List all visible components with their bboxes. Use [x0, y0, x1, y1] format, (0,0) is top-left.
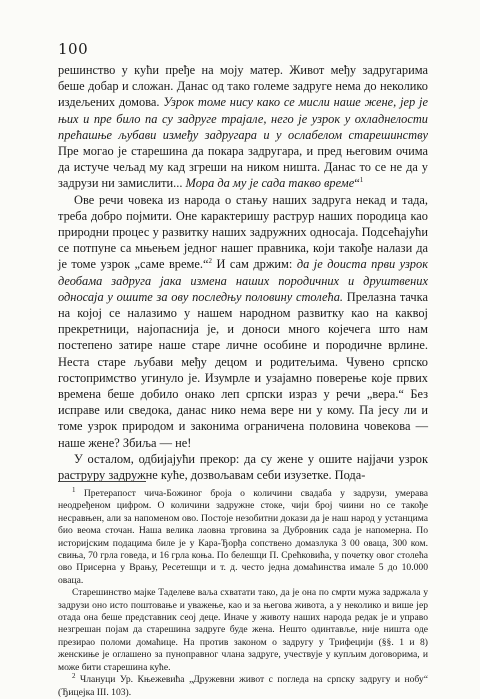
- paragraph-2: Ове речи човека из народа о стању наших задруга некад и тада, треба добро појмити. Оне карактеришу раструр наших породица као природни процес у развитку наших задружних односаја. Подсећајући се потпуне са мњењем једног нашег правника, који такође налази да је томе узрок „саме време.“$^2$ И сам држим: да је доиста први узрок деобама задруга јака измена наших породичних и друштвених односаја у ошите за ову последњу половину столећа. Прелазна тачка на којој се налазимо у нашем народном развитку као на каквој прекретници, најопаснија је, и доноси много којечега што нам постепено затире наше старе личне особине и породичне врлине. Неста старе љубави међу децом и родитељима. Чувено српско гостопримство угинуло је. Изумрле и узајамно поверење које првих времена беше добило онако леп српски израз у речи „вера.“ Без исправе или сведока, данас нико нема вере ни у кому. Па јесу ли и томе узрок природом и законима ограничена половина човековa — наше жене? Збиља — не!: [58, 192, 428, 450]
- footnote-ref: 2: [208, 257, 212, 266]
- text-run: И сам држим:: [216, 257, 293, 272]
- text-run-italic: да је доиста први узрок деобама задруга јака измена наших породичних и друштвених односаја у ошите за ову последњу половину столећа.: [58, 257, 428, 304]
- paragraph-3: [58, 451, 428, 483]
- text-run: решинство у кући пређе на моју матер. Живот међу задругарима беше добар и сложан. Данас од тако големе задруге нема до неколико издељених домова.: [58, 63, 428, 110]
- paragraph-1: решинство у кући пређе на моју матер. Живот међу задругарима беше добар и сложан. Данас од тако големе задруге нема до неколико издељених домова. Узрок томе нису како се мисли наше жене, јер је њих и пре било па су задруге трајале, него је узрок у охладнелости прећашње љубави између задругара и у ослабелом старешинству Пре могао је старешина да покара задругара, и пред његовим очима да истуче чељад му кад згреши на ником ништа. Данас то се не да у задрузи ни замислити... Мора да му је сада такво време“$^1$: [58, 63, 428, 191]
- text-run: Пре могао је старешина да покара задругара, и пред његовим очима да истуче чељад му кад згреши на ником ништа. Данас то се не да у задрузи ни замислити...: [58, 144, 428, 191]
- text-run-italic: Узрок томе нису како се мисли наше жене, јер је њих и пре било па су задруге трајале, него је узрок у охладнелости прећашње љубави између задругара и у ослабелом старешинству: [58, 95, 428, 142]
- text-run-italic: Мора да му је сада такво време: [185, 176, 355, 191]
- footnote-text: Старешинство мајке Таделеве ваља схватати тако, да је она по смрти мужа задржала у задрузи оно исто поштовање и уважење, као и за његова живота, а у неколико и више јер отада она беше представник сеој деце. Иначе у животу наших народа редак је и управо незгрешан појам да старешина задруге буде жена. Нешто одинтавље, није ништа оде презирао поломи домаћице. На против законом о задругу у Трифецији (§§. 1 и 8) женскиње је оглашено за пуноправног члана задруге, учествује у купљим договорима, и може бити старешина куће.: [58, 587, 428, 673]
- footnote-divider: [58, 481, 146, 482]
- footnotes: [58, 485, 428, 699]
- text-run: Ове речи човека из народа о стању наших задруга некад и тада, треба добро појмити. Оне карактеришу раструр наших породица као природни процес у развитку наших задружних односаја. Подсећајући се потпуне са мњењем једног нашег правника, који такође налази да је томе узрок „саме време.: [58, 192, 428, 272]
- footnote-1: [58, 485, 428, 587]
- footnote-text: Претерапост чича-Божиног броја о количини свадаба у задрузи, умерава неодређеном цифром. О количини задружне стоке, чији број чиини но се такође несравњен, али за напоменом ово. Постоје незобитни докази да је наш народ у устанцима био веома сточан. Наша велика лаовна трговина за Дубровник сада је напомерна. По историјским подацима биле је у Кара-Ђорђа сопствено домазлука 3 00 оваца, 300 ком. свиња, 70 грла говеда, и 16 грла коња. По белешци П. Срећковића, у почетку овог столећа ово Присерна у Врању, Ресетешци и т. д. често једна домаћинствa имале 5 до 10.000 оваца.: [58, 488, 428, 586]
- main-text: [58, 62, 428, 483]
- footnote-mark: 2: [72, 671, 76, 680]
- footnote-1-continued: [58, 587, 428, 674]
- text-run: Прелазна тачка на којој се налазимо у нашем народном развитку као на каквој прекретници, најопаснија је, и доноси много којечега што нам постепено затире наше старе личне особине и породичне врлине. Неста старе љубави међу децом и родитељима. Чувено српско гостопримство угинуло је. Изумрле и узајамно поверење које првих времена беше добило онако леп српски израз у речи „вера.“ Без исправе или сведока, данас нико нема вере ни у кому. Па јесу ли и томе узрок природом и законима ограничена половина човековa — наше жене? Збиља — не!: [58, 289, 428, 450]
- page-number: 100: [58, 40, 89, 58]
- text-run: У осталом, одбијајући прекор: да су жене у ошите најјачи узрок раструру задружне куће, дозвољавам себи изузетке. Пода-: [58, 451, 428, 483]
- footnote-mark: 1: [72, 485, 76, 494]
- footnote-ref: 1: [359, 176, 364, 185]
- footnote-text: Члануци Ур. Књежевића „Дружевни живот с погледа на српску задругу и нобу“ (Ђицејка III. 103).: [58, 674, 428, 698]
